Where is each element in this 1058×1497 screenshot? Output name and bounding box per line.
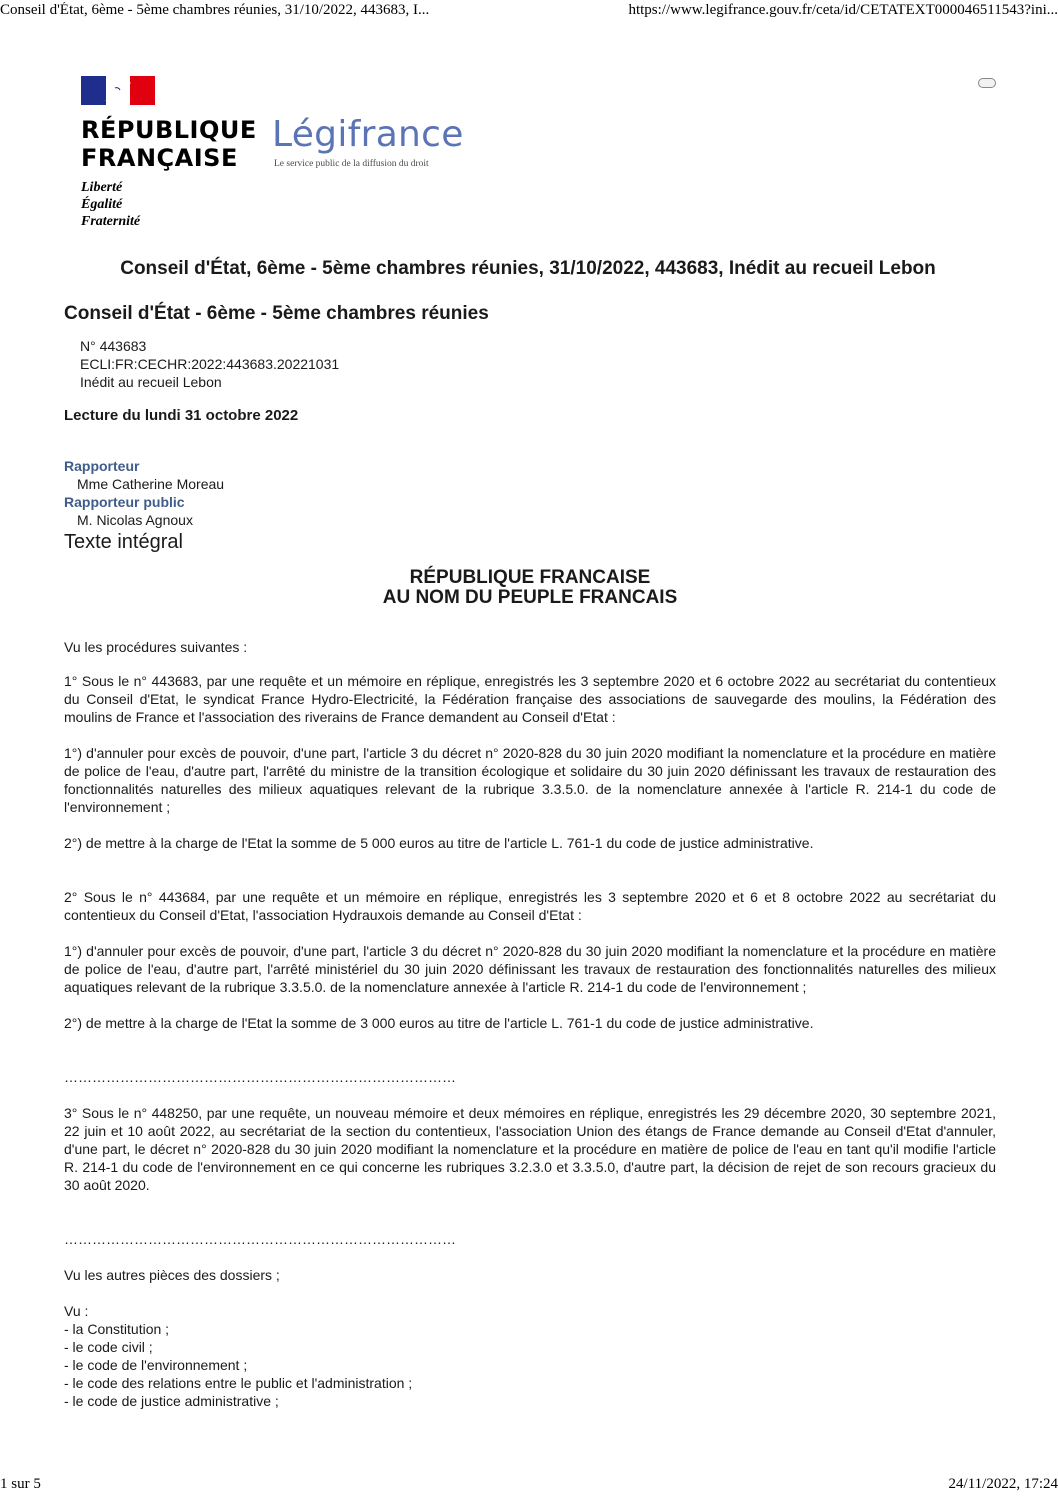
print-header-title: Conseil d'État, 6ème - 5ème chambres réunies, 31/10/2022, 443683, I... [0,2,430,18]
rapporteur-public-name: M. Nicolas Agnoux [77,512,193,528]
paragraph: 2°) de mettre à la charge de l'Etat la somme de 3 000 euros au titre de l'article L. 761-1 du code de justice administrative. [64,1015,814,1031]
reading-date: Lecture du lundi 31 octobre 2022 [64,407,299,424]
vu-label: Vu : [64,1303,89,1319]
court-title: Conseil d'État - 6ème - 5ème chambres réunies [64,303,489,324]
full-text-heading: Texte intégral [64,531,183,553]
rapporteur-public-label: Rapporteur public [64,494,185,510]
rapporteur-name: Mme Catherine Moreau [77,476,225,492]
republic-heading: RÉPUBLIQUE FRANCAISE AU NOM DU PEUPLE FRANCAIS [382,567,678,608]
republique-francaise-wordmark: RÉPUBLIQUE FRANÇAISE [81,116,257,172]
ecli-identifier: ECLI:FR:CECHR:2022:443683.20221031 [80,356,340,372]
ellipsis-separator: ………………………………………………………………………… [64,1069,456,1085]
ellipsis-separator: ………………………………………………………………………… [64,1231,456,1247]
paragraph: 1°) d'annuler pour excès de pouvoir, d'une part, l'article 3 du décret n° 2020-828 du 30 juin 2020 modifiant la nomenclature et la procédure en matière de police de l'eau, d'autre part, l'arrêté du ministre de la transition écologique et solidaire du 30 juin 2020 définissant les travaux de restauration des fonctionnalités naturelles des milieux aquatiques relevant de la rubrique 3.3.5.0. de la nomenclature annexée à l'article R. 214-1 du code de l'environnement ; [64,745,996,815]
list-item: - le code de justice administrative ; [64,1393,279,1409]
print-header-url: https://www.legifrance.gouv.fr/ceta/id/CETATEXT000046511543?ini... [628,2,1058,18]
republique-motto: Liberté Égalité Fraternité [81,180,141,229]
case-number: N° 443683 [80,338,147,354]
list-item: - la Constitution ; [64,1321,170,1337]
legal-references-list [64,1302,996,1410]
print-header [0,2,1058,22]
rapporteur-label: Rapporteur [64,458,140,474]
paragraph: 2° Sous le n° 443684, par une requête et un mémoire en réplique, enregistrés les 3 septembre 2020 et 6 et 8 octobre 2022 au secrétariat du contentieux du Conseil d'Etat, l'association Hydrauxois demande au Conseil d'Etat : [64,889,996,923]
page-title: Conseil d'État, 6ème - 5ème chambres réunies, 31/10/2022, 443683, Inédit au recueil Lebon [120,258,936,279]
paragraph: 3° Sous le n° 448250, par une requête, un nouveau mémoire et deux mémoires en réplique, enregistrés les 29 décembre 2020, 30 septembre 2021, 22 juin et 10 août 2022, au secrétariat de la section du contentieux, l'association Union des étangs de France demande au Conseil d'Etat d'annuler, d'une part, le décret n° 2020-828 du 30 juin 2020 modifiant la nomenclature et la procédure en matière de police de l'eau en tant qu'il modifie l'article R. 214-1 du code de l'environnement en ce qui concerne les rubriques 3.2.3.0 et 3.3.5.0, d'autre part, la décision de rejet de son recours gracieux du 30 août 2020. [64,1105,996,1193]
print-timestamp: 24/11/2022, 17:24 [948,1476,1058,1492]
marianne-icon [101,78,137,104]
paragraph: Vu les autres pièces des dossiers ; [64,1267,280,1283]
list-item: - le code de l'environnement ; [64,1357,248,1373]
legifrance-wordmark: Légifrance [272,114,464,155]
paragraph: 2°) de mettre à la charge de l'Etat la somme de 5 000 euros au titre de l'article L. 761-1 du code de justice administrative. [64,835,814,851]
decision-metadata [80,337,996,391]
list-item: - le code des relations entre le public et l'administration ; [64,1375,413,1391]
decision-content [64,258,996,1410]
rapporteurs [64,457,996,529]
legifrance-logo[interactable] [81,76,501,236]
paragraph: Vu les procédures suivantes : [64,639,248,655]
publication-status: Inédit au recueil Lebon [80,374,222,390]
print-footer [0,1476,1058,1496]
paragraph: 1° Sous le n° 443683, par une requête et un mémoire en réplique, enregistrés les 3 septembre 2020 et 6 octobre 2022 au secrétariat du contentieux du Conseil d'Etat, le syndicat France Hydro-Electricité, la Fédération française des associations de sauvegarde des moulins, la Fédération des moulins de France et l'association des riverains de France demandent au Conseil d'Etat : [64,673,996,725]
decision-body [64,638,996,1410]
legifrance-tagline: Le service public de la diffusion du droit [274,159,429,169]
paragraph: 1°) d'annuler pour excès de pouvoir, d'une part, l'article 3 du décret n° 2020-828 du 30 juin 2020 modifiant la nomenclature et la procédure en matière de police de l'eau, d'autre part, l'arrêté ministériel du 30 juin 2020 définissant les travaux de restauration des fonctionnalités naturelles des milieux aquatiques relevant de la rubrique 3.3.5.0. de la nomenclature annexée à l'article R. 214-1 du code de l'environnement ; [64,943,996,995]
page-counter: 1 sur 5 [0,1476,41,1492]
menu-toggle-button[interactable] [978,78,996,88]
list-item: - le code civil ; [64,1339,153,1355]
